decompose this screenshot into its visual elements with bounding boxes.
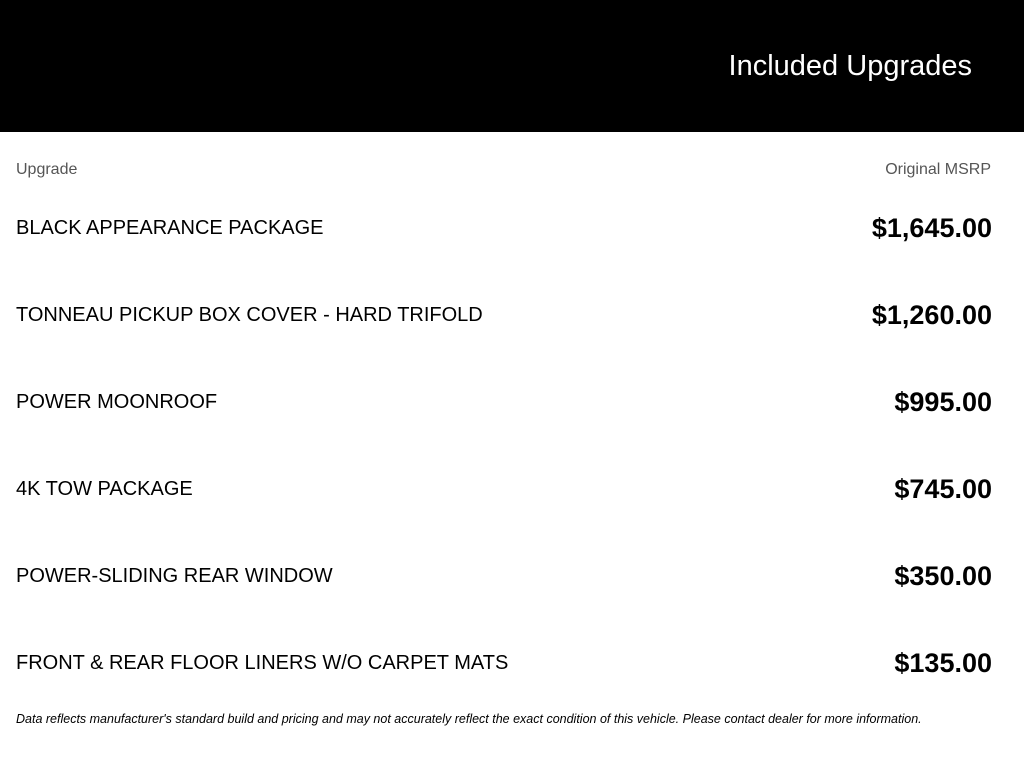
upgrade-price: $995.00 <box>894 387 992 417</box>
upgrade-price: $135.00 <box>894 648 992 678</box>
table-row <box>16 546 992 633</box>
table-row <box>16 459 992 546</box>
table-row <box>16 198 992 285</box>
upgrade-name: POWER MOONROOF <box>16 391 218 413</box>
column-header-upgrade: Upgrade <box>16 161 78 178</box>
table-row <box>16 372 992 459</box>
upgrade-name: FRONT & REAR FLOOR LINERS W/O CARPET MATS <box>16 652 509 674</box>
table-row <box>16 633 992 720</box>
upgrades-list <box>16 198 992 720</box>
header-bar <box>0 0 1024 132</box>
table-row <box>16 285 992 372</box>
upgrade-name: 4K TOW PACKAGE <box>16 478 193 500</box>
upgrade-name: BLACK APPEARANCE PACKAGE <box>16 217 324 239</box>
upgrade-price: $1,645.00 <box>871 213 992 243</box>
disclaimer-text: Data reflects manufacturer's standard build and pricing and may not accurately reflect the exact condition of this vehicle. Please contact dealer for more information. <box>16 712 922 726</box>
upgrade-price: $1,260.00 <box>871 300 992 330</box>
upgrade-name: TONNEAU PICKUP BOX COVER - HARD TRIFOLD <box>16 304 483 326</box>
upgrade-price: $745.00 <box>894 474 992 504</box>
upgrade-price: $350.00 <box>894 561 992 591</box>
column-header-msrp: Original MSRP <box>885 161 991 178</box>
upgrade-name: POWER-SLIDING REAR WINDOW <box>16 565 333 587</box>
page-title: Included Upgrades <box>728 50 972 82</box>
